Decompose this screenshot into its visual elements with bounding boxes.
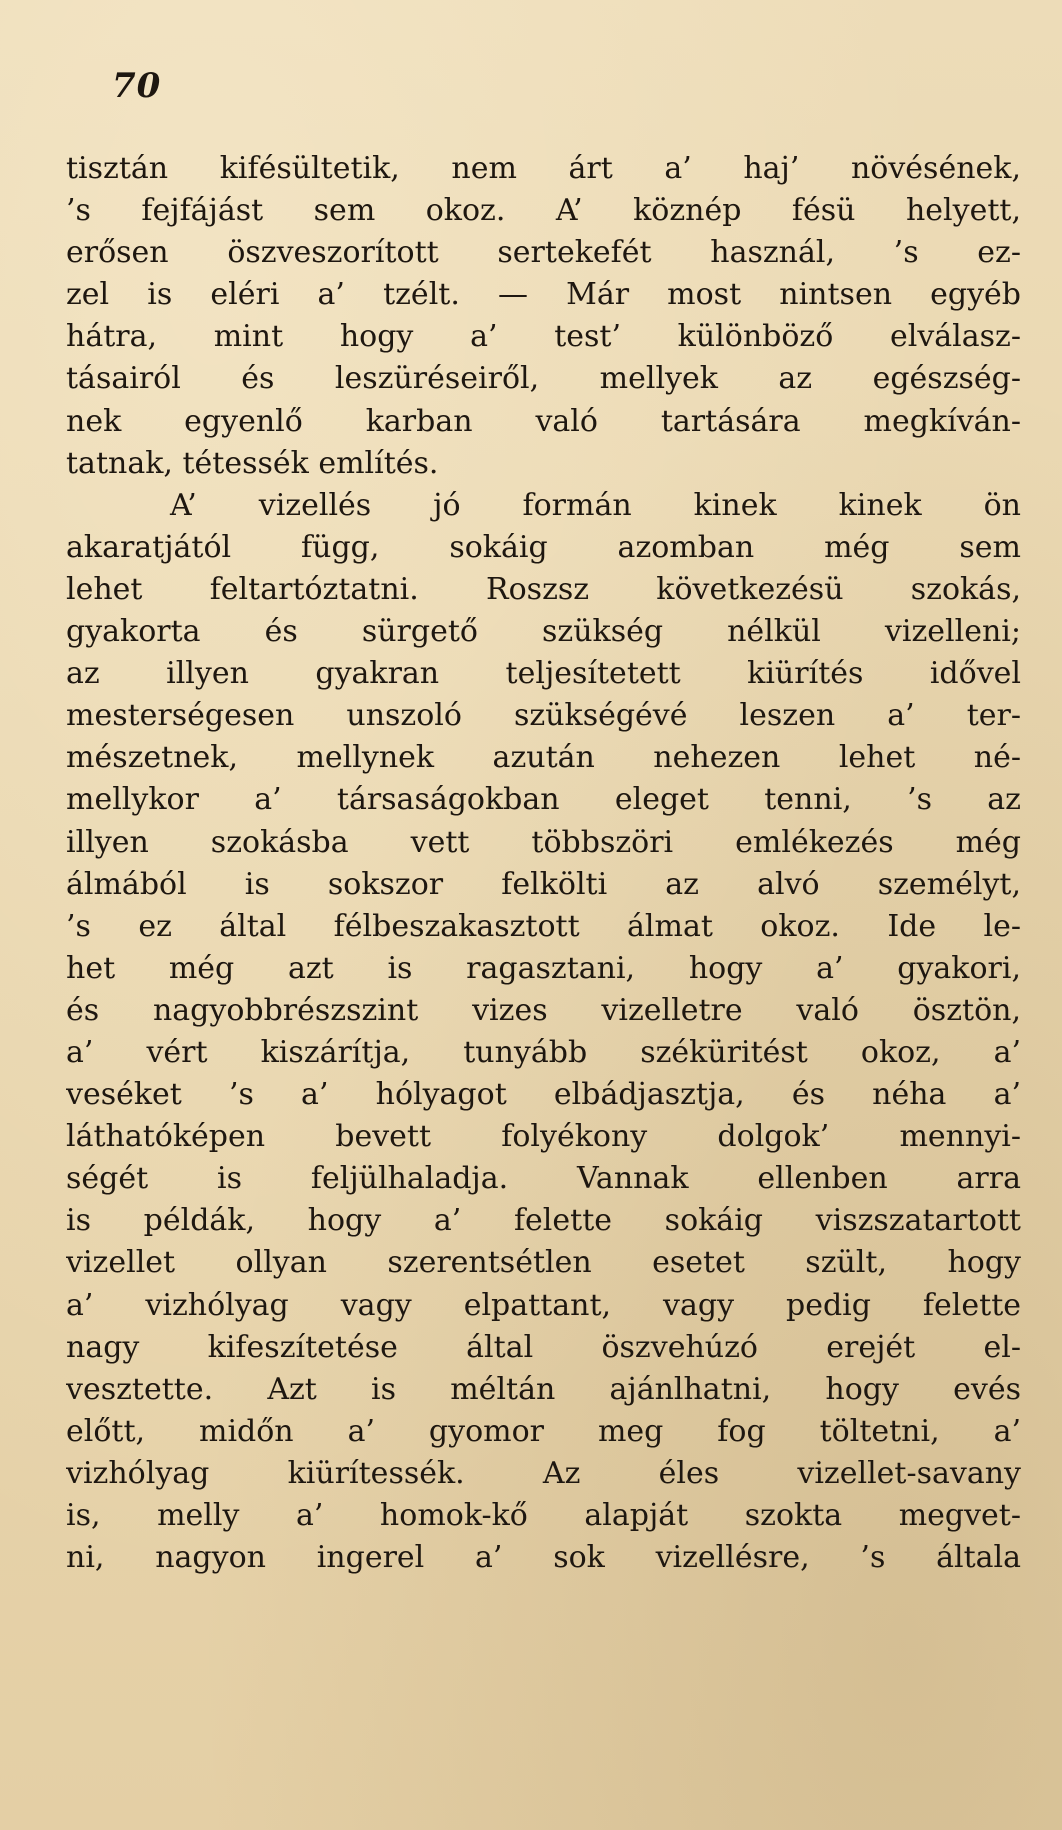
text-line: mellykor a’ társaságokban eleget tenni, ’s az <box>66 782 1021 818</box>
text-line: veséket ’s a’ hólyagot elbádjasztja, és néha a’ <box>66 1077 1021 1113</box>
text-line: het még azt is ragasztani, hogy a’ gyakori, <box>66 950 1021 986</box>
text-line: láthatóképen bevett folyékony dolgok’ mennyi- <box>66 1119 1021 1155</box>
text-line: illyen szokásba vett többszöri emlékezés még <box>66 824 1021 860</box>
text-line: tatnak, tétessék említés. <box>66 445 439 481</box>
text-line: hátra, mint hogy a’ test’ különböző elválasz- <box>66 319 1021 355</box>
page-number: 70 <box>112 66 162 106</box>
body-text <box>66 148 1021 1579</box>
text-line: álmából is sokszor felkölti az alvó személyt, <box>66 866 1021 902</box>
text-line: vizhólyag kiürítessék. Az éles vizellet-savany <box>66 1455 1021 1491</box>
text-line: a’ vizhólyag vagy elpattant, vagy pedig felette <box>66 1287 1021 1323</box>
text-line: akaratjától függ, sokáig azomban még sem <box>66 529 1021 565</box>
text-line: előtt, midőn a’ gyomor meg fog töltetni, a’ <box>66 1413 1021 1449</box>
text-line: és nagyobbrészszint vizes vizelletre való ösztön, <box>66 992 1021 1028</box>
text-line: lehet feltartóztatni. Roszsz következésü szokás, <box>66 571 1021 607</box>
text-line: mészetnek, mellynek azután nehezen lehet né- <box>66 740 1021 776</box>
text-line: tisztán kifésültetik, nem árt a’ haj’ növésének, <box>66 151 1021 186</box>
text-line: mesterségesen unszoló szükségévé leszen a’ ter- <box>66 698 1021 734</box>
text-line: is, melly a’ homok-kő alapját szokta megvet- <box>66 1498 1021 1533</box>
text-line: A’ vizellés jó formán kinek kinek ön <box>170 487 1021 523</box>
text-line: is példák, hogy a’ felette sokáig viszszatartott <box>66 1203 1021 1239</box>
text-line: zel is eléri a’ tzélt. — Már most nintsen egyéb <box>66 277 1021 313</box>
text-line: ségét is feljülhaladja. Vannak ellenben arra <box>66 1161 1021 1197</box>
text-line: a’ vért kiszárítja, tunyább széküritést okoz, a’ <box>66 1034 1021 1070</box>
text-line: ’s fejfájást sem okoz. A’ köznép fésü helyett, <box>66 193 1021 229</box>
text-line: ’s ez által félbeszakasztott álmat okoz. Ide le- <box>66 908 1021 944</box>
text-line: gyakorta és sürgető szükség nélkül vizelleni; <box>66 614 1021 650</box>
text-line: nek egyenlő karban való tartására megkíván- <box>66 403 1021 439</box>
text-line: tásairól és leszüréseiről, mellyek az egészség- <box>66 361 1021 397</box>
text-line: az illyen gyakran teljesítetett kiürítés idővel <box>66 656 1021 692</box>
text-line: vizellet ollyan szerentsétlen esetet szült, hogy <box>66 1245 1021 1281</box>
text-line: vesztette. Azt is méltán ajánlhatni, hogy evés <box>66 1371 1021 1407</box>
text-line: ni, nagyon ingerel a’ sok vizellésre, ’s általa <box>66 1540 1021 1576</box>
text-line: erősen öszveszorított sertekefét használ, ’s ez- <box>66 235 1021 271</box>
text-line: nagy kifeszítetése által öszvehúzó erejét el- <box>66 1329 1021 1365</box>
